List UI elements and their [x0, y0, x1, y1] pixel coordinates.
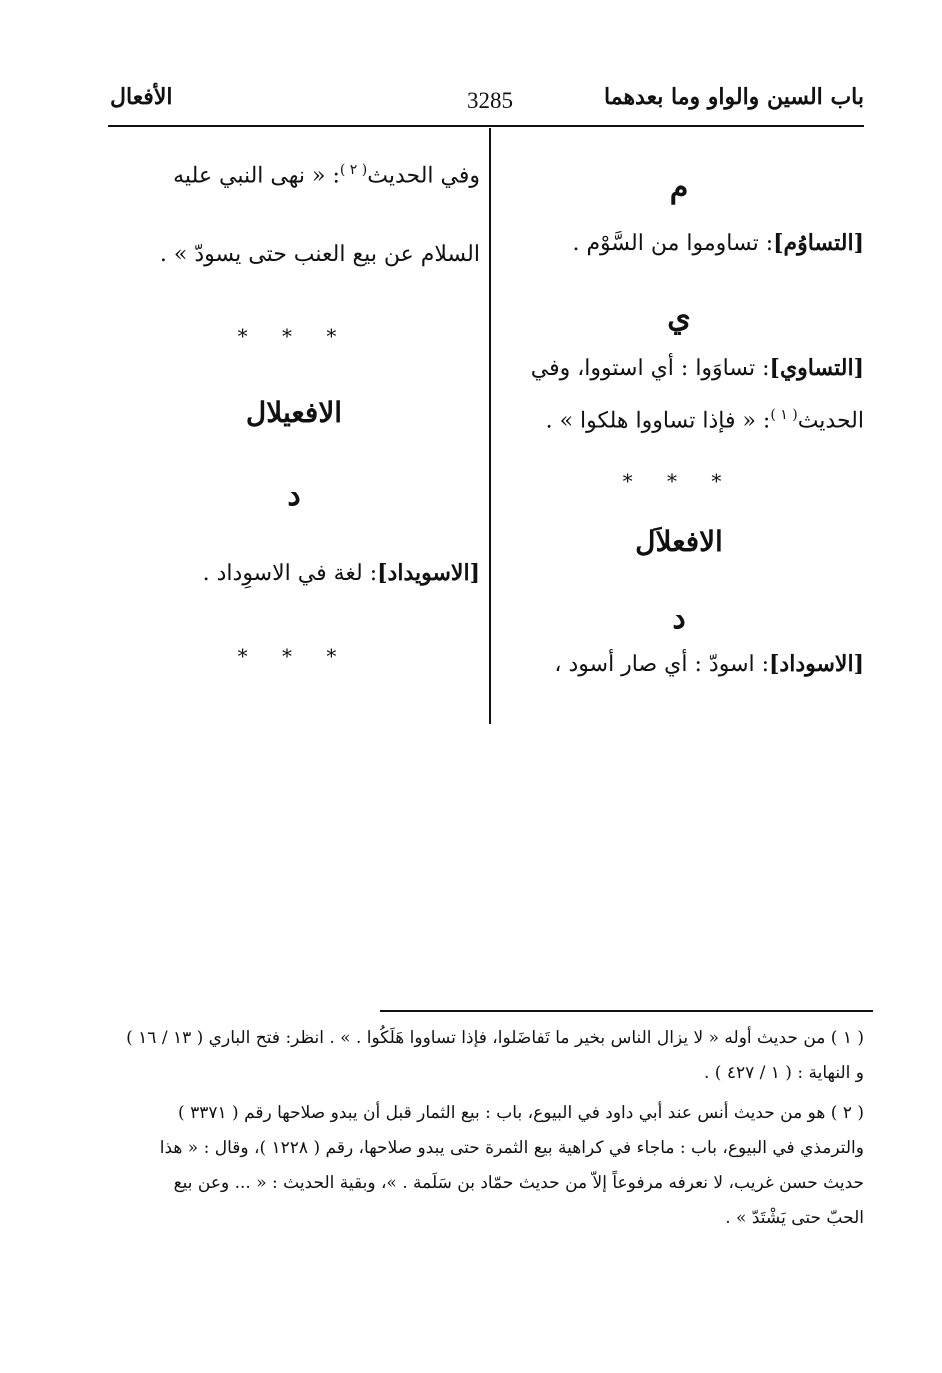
definition-tasawum: : تساوموا من السَّوْم . [572, 231, 774, 256]
footnote-2-line2: والترمذي في البيوع، باب : ماجاء في كراهية بيع الثمرة حتى يبدو صلاحها، رقم ( ١٢٢٨ )، وقال : « هذا [159, 1138, 864, 1158]
page-number: 3285 [467, 88, 513, 113]
right-column [494, 170, 864, 678]
letter-heading-yaa: ي [667, 300, 691, 335]
hadith-label: وفي الحديث [367, 163, 480, 189]
section-title-ifiilal: الافعيلال [245, 396, 343, 429]
section-divider-stars: * * * [237, 644, 351, 668]
entry-iswiydad [108, 560, 480, 644]
definition-tasawi: : تساوَوا : أي استووا، وفي [530, 356, 770, 381]
footnote-ref-1[interactable]: ( ١ ) [770, 407, 798, 423]
footnote-1-line1: ( ١ ) من حديث أوله « لا يزال الناس بخير ما تَفاضَلوا، فإذا تساووا هَلَكُوا . » . انظر: فتح الباري ( ١٣ / ١٦ ) [126, 1028, 864, 1048]
section-title-ifilal: الافعلاَل [635, 525, 723, 558]
term-tasawi: [التساوي] [769, 355, 864, 381]
entry-iswidad [494, 651, 864, 678]
header-rule [108, 125, 864, 127]
term-iswidad: [الاسوداد] [769, 651, 864, 677]
hadith-line2: السلام عن بيع العنب حتى يسودّ » . [159, 242, 480, 267]
left-column [108, 162, 480, 668]
section-divider-stars: * * * [237, 324, 351, 348]
running-header-section: الأفعال [110, 84, 173, 110]
footnote-1-line2: و النهاية : ( ١ / ٤٢٧ ) . [703, 1063, 864, 1083]
entry-tasawum [494, 230, 864, 300]
definition-iswiydad: : لغة في الاسوِداد . [202, 561, 378, 586]
hadith-quote-start: : « نهى النبي عليه [173, 163, 340, 189]
hadith-label: الحديث [797, 408, 864, 434]
footnote-2-line3: حديث حسن غريب، لا نعرفه مرفوعاً إلاّ من حديث حمّاد بن سَلَمة . »، وبقية الحديث : « ... وعن بيع [173, 1173, 864, 1193]
footnote-ref-2[interactable]: ( ٢ ) [339, 162, 368, 178]
footnote-rule [380, 1010, 873, 1012]
footnote-2-line1: ( ٢ ) هو من حديث أنس عند أبي داود في البيوع، باب : بيع الثمار قبل أن يبدو صلاحها رقم ( ٣٣٧١ ) [178, 1103, 864, 1123]
hadith-quote: : « فإذا تساووا هلكوا » . [545, 408, 771, 434]
entry-tasawi-line1 [494, 355, 864, 407]
footnote-2-line4: الحبّ حتى يَشْتَدّ » . [725, 1208, 864, 1228]
term-iswiydad: [الاسويداد] [377, 560, 480, 586]
section-divider-stars: * * * [622, 469, 736, 493]
running-header-chapter: باب السين والواو وما بعدهما [604, 84, 864, 110]
definition-iswidad: : اسودّ : أي صار أسود ، [554, 652, 770, 677]
letter-heading-dal: د [672, 601, 686, 636]
entry-tasawi-line2 [494, 407, 864, 469]
term-tasawum: [التساوُم] [773, 230, 864, 256]
letter-heading-meem: م [669, 170, 689, 205]
column-separator [489, 128, 491, 724]
letter-heading-dal: د [287, 478, 301, 513]
hadith-line1 [108, 162, 480, 242]
